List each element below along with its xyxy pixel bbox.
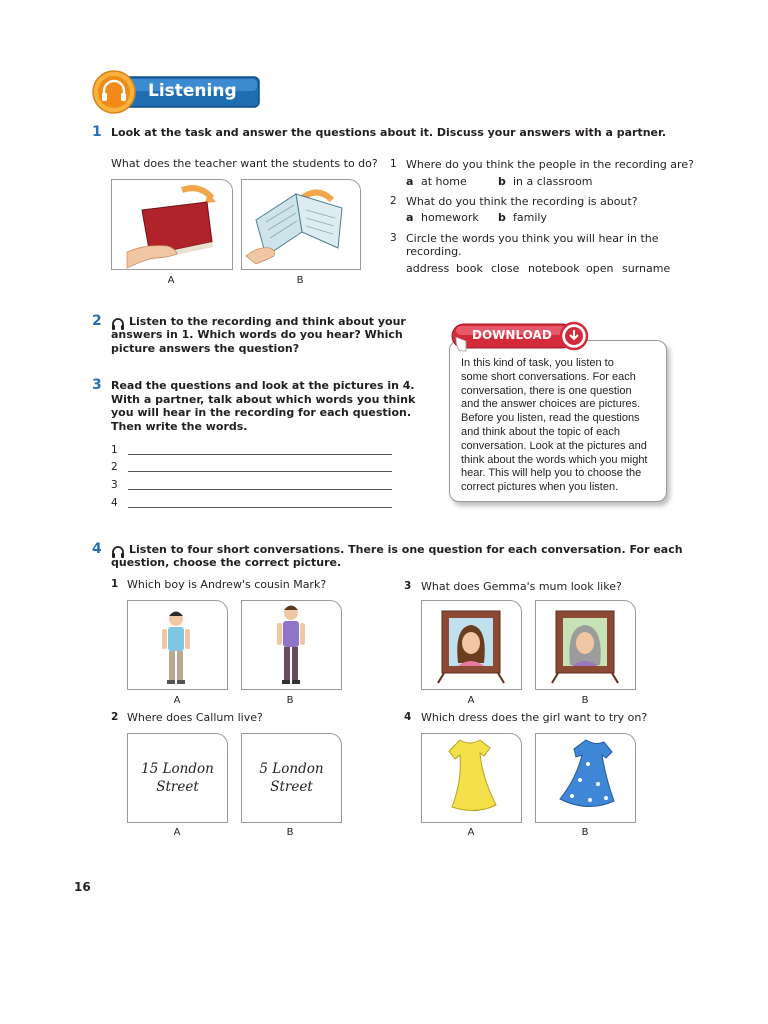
item-4-text: Which dress does the girl want to try on? [421, 711, 648, 724]
blank-2-number: 2 [111, 461, 118, 473]
dress-b-picture[interactable] [535, 733, 636, 823]
book-closing-picture [111, 179, 233, 270]
tip-line-6: and think about the topic of each [461, 425, 621, 438]
tip-line-2: some short conversations. For each [461, 370, 636, 383]
page-number: 16 [74, 880, 91, 894]
picture-label-a: A [167, 275, 175, 286]
address-b-picture[interactable] [241, 733, 342, 823]
download-tip-text [461, 357, 661, 495]
download-badge [450, 321, 590, 351]
sub-1-text: Where do you think the people in the recording are? [406, 158, 694, 171]
item-4-label-a: A [467, 827, 475, 838]
download-label: DOWNLOAD [472, 328, 552, 342]
question-4-line-1: Listen to four short conversations. There is one question for each conversation. For each [129, 543, 683, 556]
street-b-line-2: Street [270, 779, 313, 795]
item-4-label-b: B [581, 827, 589, 838]
question-3-line-3: you will hear in the recording for each question. [111, 406, 412, 419]
address-a-picture[interactable] [127, 733, 228, 823]
question-3-line-2: With a partner, talk about which words you think [111, 393, 416, 406]
item-2-label-a: A [173, 827, 181, 838]
tip-line-8: think about the words which you might [461, 453, 648, 466]
section-header [92, 70, 262, 114]
item-1-label-a: A [173, 695, 181, 706]
section-title: Listening [148, 81, 237, 101]
sub-1-option-b[interactable]: in a classroom [513, 175, 593, 188]
question-1-number: 1 [92, 124, 102, 140]
blank-1-number: 1 [111, 444, 118, 456]
blank-3-number: 3 [111, 479, 118, 491]
item-2-number: 2 [111, 711, 119, 723]
tip-line-4: and the answer choices are pictures. [461, 398, 641, 411]
word-surname[interactable]: surname [622, 262, 671, 275]
street-a-line-1: 15 London [141, 761, 214, 777]
sub-1-option-a[interactable]: at home [421, 175, 467, 188]
question-2-line-3: picture answers the question? [111, 342, 300, 355]
street-b-line-1: 5 London [259, 761, 324, 777]
sub-3-number: 3 [390, 232, 397, 244]
sub-2-option-b[interactable]: family [513, 211, 547, 224]
question-1-instruction: Look at the task and answer the questions about it. Discuss your answers with a partner. [111, 126, 667, 139]
word-address[interactable]: address [406, 262, 450, 275]
tip-line-1: In this kind of task, you listen to [461, 357, 614, 369]
question-2-line-1: Listen to the recording and think about your [129, 315, 406, 328]
item-1-text: Which boy is Andrew's cousin Mark? [127, 578, 327, 591]
question-4-line-2: question, choose the correct picture. [111, 556, 342, 569]
sub-3-text-line-2: recording. [406, 245, 462, 258]
sub-3-text-line-1: Circle the words you think you will hear in the [406, 232, 659, 245]
item-4-number: 4 [404, 711, 412, 723]
tip-line-7: conversation. Look at the pictures and [461, 439, 647, 452]
tip-line-10: correct pictures when you listen. [461, 481, 619, 494]
picture-label-b: B [296, 275, 304, 286]
question-2-number: 2 [92, 313, 102, 329]
question-4-number: 4 [92, 541, 102, 557]
sub-2-text: What do you think the recording is about? [406, 195, 638, 208]
item-1-label-b: B [286, 695, 294, 706]
sub-2-option-a-letter: a [406, 211, 414, 224]
item-3-text: What does Gemma's mum look like? [421, 580, 622, 593]
item-3-number: 3 [404, 580, 412, 592]
question-3-line-1: Read the questions and look at the pictures in 4. [111, 379, 415, 392]
question-3-number: 3 [92, 377, 102, 393]
answer-line-1[interactable] [128, 454, 392, 455]
blank-4-number: 4 [111, 497, 118, 509]
sub-2-number: 2 [390, 195, 397, 207]
question-3-line-4: Then write the words. [111, 420, 248, 433]
item-1-number: 1 [111, 578, 119, 590]
mum-a-picture[interactable] [421, 600, 522, 690]
tip-line-5: Before you listen, read the questions [461, 412, 640, 425]
sub-1-number: 1 [390, 158, 397, 170]
word-open[interactable]: open [586, 262, 614, 275]
dress-a-picture[interactable] [421, 733, 522, 823]
sub-2-option-b-letter: b [498, 211, 506, 224]
item-3-label-b: B [581, 695, 589, 706]
answer-line-2[interactable] [128, 471, 392, 472]
answer-line-3[interactable] [128, 489, 392, 490]
word-notebook[interactable]: notebook [528, 262, 580, 275]
tip-line-3: conversation, there is one question [461, 384, 632, 397]
street-a-line-2: Street [156, 779, 199, 795]
mum-b-picture[interactable] [535, 600, 636, 690]
answer-line-4[interactable] [128, 507, 392, 508]
item-2-text: Where does Callum live? [127, 711, 263, 724]
word-close[interactable]: close [491, 262, 520, 275]
word-book[interactable]: book [456, 262, 483, 275]
tip-line-9: hear. This will help you to choose the [461, 467, 642, 480]
sub-2-option-a[interactable]: homework [421, 211, 479, 224]
item-3-label-a: A [467, 695, 475, 706]
picture-question: What does the teacher want the students to do? [111, 157, 378, 170]
boy-a-picture[interactable] [127, 600, 228, 690]
question-2-line-2: answers in 1. Which words do you hear? Which [111, 328, 403, 341]
item-2-label-b: B [286, 827, 294, 838]
book-opening-picture [241, 179, 361, 270]
boy-b-picture[interactable] [241, 600, 342, 690]
sub-1-option-b-letter: b [498, 175, 506, 188]
sub-1-option-a-letter: a [406, 175, 414, 188]
